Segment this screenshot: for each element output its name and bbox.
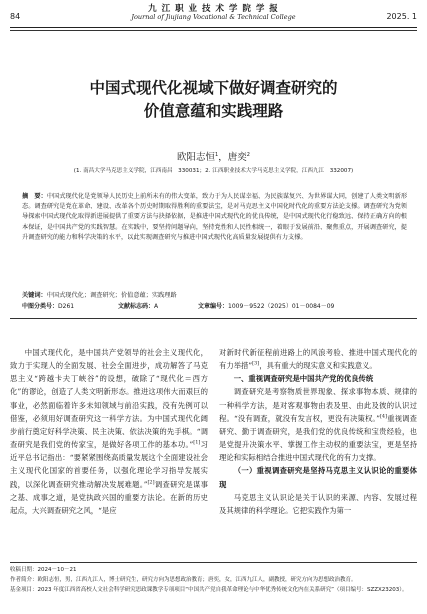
abstract-label: 摘 要： bbox=[22, 193, 47, 200]
abstract bbox=[22, 192, 407, 243]
issue-number: 2025. 1 bbox=[386, 12, 417, 21]
author-name: 欧阳志恒 bbox=[177, 152, 216, 163]
article-number bbox=[198, 301, 334, 310]
article-title-line1: 中国式现代化视域下做好调查研究的 bbox=[89, 78, 338, 97]
body-paragraph: 对新时代新征程前进路上的风浪考验、推进中国式现代化的有力举措”[3]，具有重大的现实意义和实践意义。 bbox=[219, 348, 417, 371]
keywords bbox=[22, 290, 177, 299]
page-number: 84 bbox=[10, 12, 21, 21]
art-value: 1009－9522（2025）01－0084－09 bbox=[228, 303, 335, 310]
doc-label: 文献标志码： bbox=[118, 303, 155, 310]
journal-title-en: Journal of Jiujiang Vocational & Technical College bbox=[131, 13, 296, 21]
affiliation: (1. 南昌大学马克思主义学院，江西南昌 330031；2. 江西职业技术大学马克思主义学院，江西九江 332007) bbox=[73, 168, 354, 174]
clc-value: D261 bbox=[58, 303, 75, 310]
body-paragraph: 调查研究是考察物质世界现象、探求事物本质、规律的一种科学方法，是对客观事物由表及里、由此及彼的认识过程。“没有调查，就没有发言权，更没有决策权。”[4]重视调查研究、勤于调查研究，是我们党的优良传统和宝贵经验，也是党提升决策水平、掌握工作主动权的重要法宝，更是坚持理论和实际相结合推进中国式现代化的有力支撑。 bbox=[219, 387, 417, 463]
author-affil-mark: 1 bbox=[215, 151, 219, 158]
header-rule bbox=[10, 27, 417, 28]
art-label: 文章编号： bbox=[198, 303, 229, 310]
footnotes bbox=[10, 566, 417, 595]
author-separator: ， bbox=[218, 152, 228, 163]
clc-label: 中图分类号： bbox=[22, 303, 59, 310]
section-heading: 一、重视调查研究是中国共产党的优良传统 bbox=[233, 374, 374, 384]
author-line bbox=[0, 149, 427, 163]
citation-mark: [1] bbox=[193, 439, 201, 446]
citation-mark: [3] bbox=[252, 360, 260, 367]
body-paragraph: 马克思主义认识论是关于认识的来源、内容、发展过程及其规律的科学理论。它把实践作为第一 bbox=[219, 492, 417, 515]
body-paragraph: 中国式现代化，是中国共产党领导的社会主义现代化，致力于实现人的全面发展、社会全面进步，成功解答了马克思主义“跨越卡夫丁峡谷”的设想，破除了“现代化＝西方化”的谬论，创造了人类文明新形态。推进这项伟大而艰巨的事业，必然面临着许多未知领域与前沿实践，没有先例可以借鉴，必须用好调查研究这一科学方法。为中国式现代化阔步前行奠定好科学决策、民主决策、依法决策的先手棋。“调查研究是我们党的传家宝，是做好各项工作的基本功。”[1]习近平总书记指出：“要紧紧围绕高质量发展这个全面建设社会主义现代化国家的首要任务，以强化理论学习指导发展实践，以深化调查研究推动解决发展难题。”[2]调查研究是谋事之基、成事之道，是党执政兴国的重要方法论。在新的历史起点，大兴调查研究之风，“是应 bbox=[10, 348, 208, 515]
citation-mark: [2] bbox=[147, 479, 155, 486]
keywords-label: 关键词： bbox=[22, 292, 47, 299]
body-column-right bbox=[219, 346, 417, 558]
article-title-line2: 价值意蕴和实践理路 bbox=[143, 101, 284, 120]
funding-info: 基金项目：2023 年度江西省高校人文社会科学研究思政课教学专项项目“中国共产党自我革命理论与中华优秀传统文化内在关系研究”（项目编号：SZZX23203）。 bbox=[10, 586, 408, 593]
journal-title-cn: 九 江 职 业 技 术 学 院 学 报 bbox=[148, 4, 279, 14]
body-column-left bbox=[10, 346, 208, 558]
received-date: 收稿日期：2024－10－21 bbox=[10, 567, 77, 573]
document-code bbox=[118, 301, 158, 310]
footnote-rule bbox=[10, 562, 417, 563]
doc-value: A bbox=[154, 303, 159, 310]
keywords-text: 中国式现代化；调查研究；价值意蕴；实践理路 bbox=[46, 292, 177, 299]
author-name: 唐奕 bbox=[227, 152, 247, 163]
author-bio: 作者简介：欧阳志恒，男，江西九江人，博士研究生，研究方向为思想政治教育；唐奕，女，江西九江人，副教授，研究方向为思想政治教育。 bbox=[10, 576, 357, 583]
running-header bbox=[0, 0, 427, 28]
subsection-heading: （一）重视调查研究是坚持马克思主义认识论的重要体现 bbox=[219, 466, 417, 489]
author-affil-mark: 2 bbox=[246, 151, 250, 158]
citation-mark: [4] bbox=[379, 413, 388, 420]
abstract-text: 中国式现代化是党领导人民历史上前所未有的伟大变革，致力于为人民谋幸福、为民族谋复兴、为世界谋大同，创建了人类文明新形态。调查研究是党在革命、建设、改革各个历史时期取得胜利的重要法宝，是对马克思主义中国化时代化的重要方法论支撑。调查研究为党领导探索中国式现代化取得新进展提供了重要方法与抉择依据，是推进中国式现代化的优良传统，是中国式现代化行稳致远、保持正确方向的根本保证，是中国共产党的实践智慧。在实践中，要坚持问题导向，坚持党性和人民性相统一，着眼于发展前沿、聚焦重点，开展调查研究，提升调查研究的能力和科学决策的水平，以此实现调查研究与推进中国式现代化高质量发展提供有力支撑。 bbox=[22, 193, 408, 241]
clc-number bbox=[22, 301, 74, 310]
abstract-rule bbox=[10, 318, 417, 319]
header-rule-thin bbox=[10, 30, 417, 31]
